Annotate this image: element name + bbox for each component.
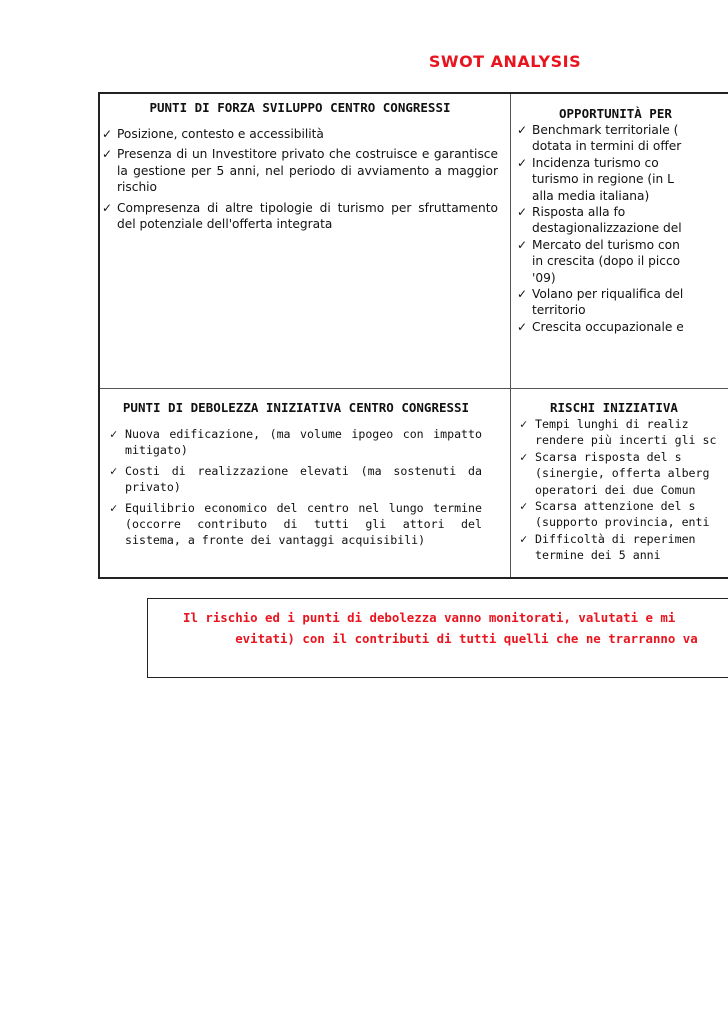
strengths-list	[102, 126, 498, 232]
list-item: ✓ Scarsa risposta del s	[520, 449, 682, 464]
list-item: ✓ Risposta alla fo	[517, 205, 626, 220]
swot-matrix	[98, 92, 728, 579]
weaknesses-list	[110, 426, 482, 549]
list-item: destagionalizzazione del	[532, 221, 682, 236]
page-title: SWOT ANALYSIS	[428, 52, 582, 71]
check-icon: ✓	[110, 427, 118, 441]
list-item: in crescita (dopo il picco	[532, 254, 681, 269]
list-item: turismo in regione (in L	[532, 172, 674, 187]
check-icon: ✓	[102, 127, 113, 141]
risk-note	[183, 607, 728, 649]
check-icon: ✓	[517, 155, 528, 170]
weaknesses-title: PUNTI DI DEBOLEZZA INIZIATIVA CENTRO CONGRESSI	[122, 400, 470, 415]
check-icon: ✓	[517, 205, 528, 220]
list-item: rendere più incerti gli sc	[535, 433, 717, 448]
opportunities-quadrant	[517, 106, 728, 335]
check-icon: ✓	[520, 531, 528, 546]
list-item: ✓ Costi di realizzazione elevati (ma sostenuti da privato)	[110, 463, 482, 495]
list-item: ✓ Nuova edificazione, (ma volume ipogeo con impatto mitigato)	[110, 427, 482, 458]
risk-note-line-2: evitati) con il contributi di tutti quelli che ne trarranno va	[235, 631, 698, 646]
check-icon: ✓	[110, 463, 118, 478]
list-item: ✓ Mercato del turismo con	[517, 237, 680, 252]
list-item: territorio	[532, 303, 586, 318]
list-item: ✓ Volano per riqualifica del	[517, 287, 684, 302]
check-icon: ✓	[517, 287, 528, 302]
list-item: ✓ Incidenza turismo co	[517, 155, 659, 170]
check-icon: ✓	[102, 200, 113, 215]
list-item: ✓ Posizione, contesto e accessibilità	[102, 127, 324, 141]
list-item: alla media italiana)	[532, 188, 650, 203]
list-item: ✓ Scarsa attenzione del s	[520, 499, 696, 514]
vertical-divider	[510, 94, 511, 577]
horizontal-divider	[100, 388, 728, 389]
check-icon: ✓	[102, 147, 113, 162]
threats-list	[520, 416, 728, 564]
list-item: ✓ Benchmark territoriale (	[517, 123, 679, 137]
list-item: ✓ Equilibrio economico del centro nel lungo termine (occorre contributo di tutti gli attori del sistema, a fronte dei vantaggi acquisibili)	[110, 500, 482, 548]
list-item: (sinergie, offerta alberg	[535, 466, 710, 481]
strengths-quadrant	[102, 100, 498, 236]
check-icon: ✓	[517, 319, 528, 334]
weaknesses-quadrant	[110, 400, 482, 553]
list-item: ✓ Presenza di un Investitore privato che costruisce e garantisce la gestione per 5 anni, nel periodo di avviamento a maggior rischio	[102, 147, 498, 195]
opportunities-list	[517, 122, 728, 335]
risk-note-line-1: Il rischio ed i punti di debolezza vanno monitorati, valutati e mi	[183, 610, 676, 625]
threats-quadrant	[520, 400, 728, 564]
strengths-title: PUNTI DI FORZA SVILUPPO CENTRO CONGRESSI	[149, 100, 451, 115]
list-item: ✓ Difficoltà di reperimen	[520, 531, 696, 546]
list-item: ✓ Compresenza di altre tipologie di turismo per sfruttamento del potenziale dell'offerta integrata	[102, 200, 498, 232]
check-icon: ✓	[520, 417, 528, 431]
risk-note-box	[147, 598, 728, 678]
check-icon: ✓	[517, 237, 528, 252]
check-icon: ✓	[110, 500, 118, 515]
list-item: termine dei 5 anni	[535, 548, 661, 563]
list-item: ✓ Tempi lunghi di realiz	[520, 417, 689, 431]
opportunities-title: OPPORTUNITÀ PER	[559, 106, 672, 121]
list-item: '09)	[532, 270, 556, 285]
threats-title: RISCHI INIZIATIVA	[550, 400, 678, 415]
list-item: operatori dei due Comun	[535, 482, 696, 497]
list-item: ✓ Crescita occupazionale e	[517, 319, 684, 334]
list-item: dotata in termini di offer	[532, 139, 682, 154]
check-icon: ✓	[520, 449, 528, 464]
check-icon: ✓	[517, 123, 528, 137]
check-icon: ✓	[520, 499, 528, 514]
list-item: (supporto provincia, enti	[535, 515, 710, 530]
